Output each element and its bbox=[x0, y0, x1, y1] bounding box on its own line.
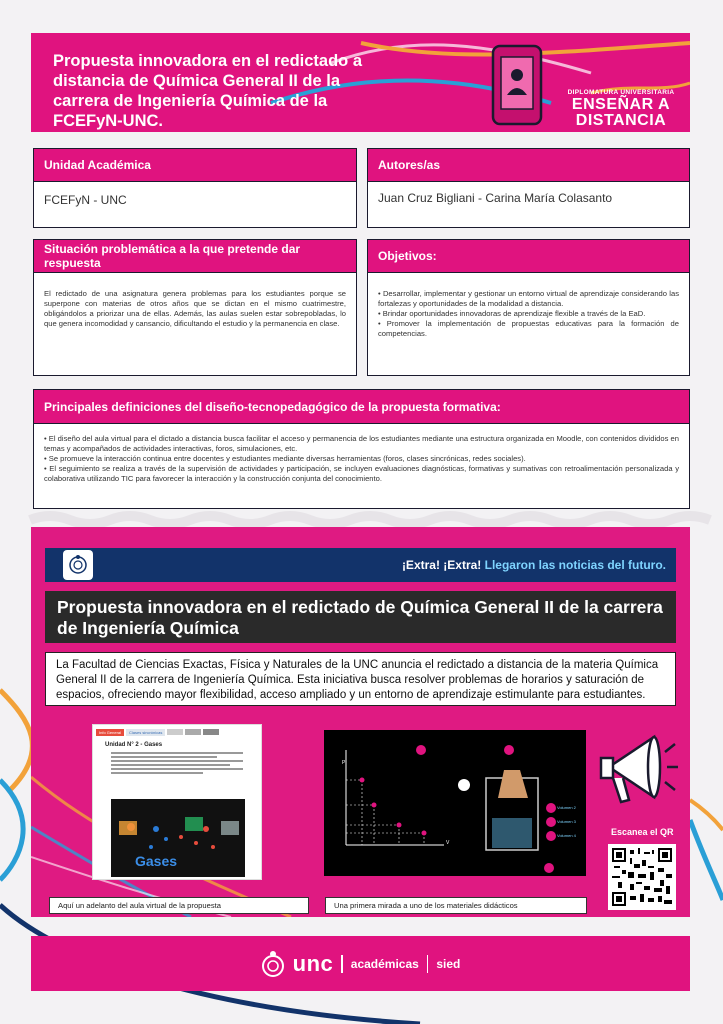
news-extra-text bbox=[402, 558, 666, 572]
situacion-box bbox=[33, 239, 357, 376]
news-body: La Facultad de Ciencias Exactas, Física y Naturales de la UNC anuncia el redictado a distancia de la materia Química General II de la carrera de Ingeniería Química. Esta iniciativa busca resolver problemas de horarios y saturación de espacios, ofreciendo mayor flexibilidad, acceso ampliado y un entorno de aprendizaje estimulante para estudiantes. bbox=[45, 652, 676, 706]
ensenar-distancia-logo bbox=[566, 89, 676, 128]
objetivos-heading: Objetivos: bbox=[368, 240, 689, 273]
definicion-item: • El diseño del aula virtual para el dictado a distancia busca facilitar el acceso y permanencia de los estudiantes mediante una estructura organizada en Moodle, con contenidos divididos en temas y acompañados de actividades interactivas, foros, simulaciones, etc. bbox=[44, 434, 679, 453]
objetivos-list bbox=[368, 273, 689, 347]
footer-separator bbox=[427, 955, 429, 973]
footer-sied: sied bbox=[436, 956, 461, 971]
aula-virtual-screenshot bbox=[92, 724, 262, 880]
unc-seal-icon bbox=[63, 550, 93, 580]
aula-tab bbox=[203, 729, 219, 735]
caption-material-didactico: Una primera mirada a uno de los materiales didácticos bbox=[325, 897, 587, 914]
definiciones-box bbox=[33, 389, 690, 509]
logo-line3: DISTANCIA bbox=[575, 112, 667, 129]
logo-line1: DIPLOMATURA UNIVERSITARIA bbox=[567, 89, 675, 96]
footer-unc: unc bbox=[292, 950, 334, 976]
unidad-academica-value: FCEFyN - UNC bbox=[44, 193, 127, 207]
autores-box bbox=[367, 148, 690, 228]
sim-axis-v: V bbox=[446, 840, 450, 846]
qr-label: Escanea el QR bbox=[611, 827, 674, 837]
objetivo-item: • Promover la implementación de propuestas educativas para la formación de competencias. bbox=[378, 319, 679, 338]
extra-highlight: Llegaron las noticias del futuro. bbox=[484, 558, 666, 572]
simulation-screenshot bbox=[324, 730, 586, 876]
aula-tab-active: Info General bbox=[96, 729, 124, 736]
caption-aula-virtual: Aquí un adelanto del aula virtual de la propuesta bbox=[49, 897, 309, 914]
poster-header bbox=[31, 33, 690, 132]
news-title: Propuesta innovadora en el redictado de Química General II de la carrera de Ingeniería Química bbox=[45, 591, 676, 643]
unidad-academica-heading: Unidad Académica bbox=[34, 149, 356, 182]
poster-title: Propuesta innovadora en el redictado a distancia de Química General II de la carrera de Ingeniería Química de la FCEFyN-UNC. bbox=[53, 52, 362, 130]
aula-text-lines bbox=[93, 752, 261, 774]
news-banner bbox=[45, 548, 676, 582]
objetivo-item: • Desarrollar, implementar y gestionar un entorno virtual de aprendizaje considerando las fortalezas y oportunidades de la modalidad a distancia. bbox=[378, 289, 679, 308]
autores-heading: Autores/as bbox=[368, 149, 689, 182]
unc-seal-icon bbox=[261, 950, 285, 978]
aula-heading: Unidad N° 2 - Gases bbox=[105, 742, 163, 748]
sim-volume-label: Volumen 4 bbox=[557, 833, 576, 838]
objetivos-box bbox=[367, 239, 690, 376]
logo-line2: ENSEÑAR A bbox=[571, 96, 671, 113]
autores-value: Juan Cruz Bigliani - Carina María Colasanto bbox=[378, 191, 613, 205]
sim-axis-p: P bbox=[342, 760, 346, 766]
situacion-text: El redictado de una asignatura genera problemas para los estudiantes porque se superpone con materias de otros años que se dictan en el mismo cuatrimestre, obligándolos a priorizar una de ellas. Además, las aulas suelen estar sobrepobladas, lo que genera incomodidad y cansancio, dificultando el estudio y la permanencia en clase. bbox=[44, 289, 346, 328]
definicion-item: • El seguimiento se realiza a través de la supervisión de actividades y participación, se incluyen evaluaciones diagnósticas, formativas y sumativas con retroalimentación personalizada y colaborativa utilizando TIC para favorecer la interacción y la construcción conjunta del conocimiento. bbox=[44, 464, 679, 483]
unidad-academica-box bbox=[33, 148, 357, 228]
situacion-heading: Situación problemática a la que pretende dar respuesta bbox=[34, 240, 356, 273]
definiciones-list bbox=[34, 424, 689, 492]
aula-tab: Clases sincrónicas bbox=[126, 729, 165, 736]
sim-volume-label: Volumen 3 bbox=[557, 819, 576, 824]
extra-prefix: ¡Extra! ¡Extra! bbox=[401, 558, 482, 572]
objetivo-item: • Brindar oportunidades innovadoras de aprendizaje flexible a través de la EaD. bbox=[378, 309, 646, 318]
aula-tab bbox=[167, 729, 183, 735]
aula-tab bbox=[185, 729, 201, 735]
poster-footer bbox=[31, 936, 690, 991]
aula-video-panel bbox=[111, 799, 245, 877]
megaphone-icon bbox=[599, 722, 679, 812]
definiciones-heading: Principales definiciones del diseño-tecnopedagógico de la propuesta formativa: bbox=[34, 390, 689, 424]
qr-code[interactable] bbox=[608, 844, 676, 910]
aula-gases-label: Gases bbox=[135, 853, 178, 869]
footer-separator bbox=[341, 955, 343, 973]
definicion-item: • Se promueve la interacción continua entre docentes y estudiantes mediante diversas herramientas (foros, clases sincrónicas, redes sociales). bbox=[44, 454, 526, 463]
footer-academicas: académicas bbox=[350, 956, 419, 971]
sim-volume-label: Volumen 2 bbox=[557, 805, 576, 810]
news-section bbox=[31, 527, 690, 917]
